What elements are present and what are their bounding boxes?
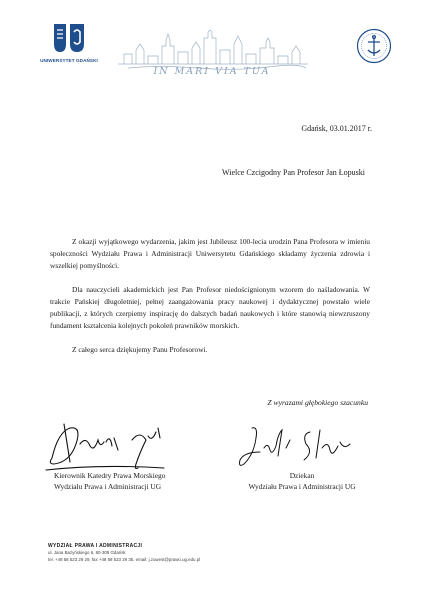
footer-contact: tel. +48 58 523 29 29, fax +48 58 523 29 35, email: j.zuwest@prawo.ug.edu.pl — [48, 557, 201, 562]
signatory-title: Kierownik Katedry Prawa Morskiego — [54, 471, 166, 480]
footer-address: ul. Jana Bażyńskiego 6, 80-309 Gdańsk — [48, 550, 126, 555]
letterhead — [0, 0, 424, 90]
signatory-faculty: Wydziału Prawa i Administracji UG — [54, 482, 162, 491]
city-skyline-icon — [118, 30, 308, 70]
salutation: Wielce Czcigodny Pan Profesor Jan Łopuski — [222, 168, 365, 177]
paragraph: Dla nauczycieli akademickich jest Pan Profesor niedoścignionym wzorem do naśladowania. W trakcie Pańskiej długoletniej, pełnej zaangażowania pracy naukowej i dydaktycznej powstało wiele publikacji, z których czerpiemy inspirację do dalszych badań naukowych i które stanowią niewzruszony fundament kształcenia kolejnych pokoleń prawników morskich. — [50, 285, 370, 330]
letter-body — [50, 236, 370, 368]
closing: Z wyrazami głębokiego szacunku — [267, 398, 368, 407]
signature-label-right — [238, 470, 366, 492]
ug-emblem-icon — [52, 22, 86, 56]
motto: IN MARI VIA TUA — [153, 66, 271, 77]
handwritten-signature-right — [230, 422, 370, 472]
paragraph: Z całego serca dziękujemy Panu Profesorowi. — [72, 345, 208, 354]
signature-label-left — [54, 470, 165, 492]
signatory-title: Dziekan — [289, 471, 315, 480]
faculty-seal-icon — [356, 28, 392, 64]
letter-date: Gdańsk, 03.01.2017 r. — [301, 124, 372, 133]
handwritten-signature-left — [40, 418, 170, 474]
footer — [48, 543, 200, 563]
signatory-faculty: Wydziału Prawa i Administracji UG — [248, 482, 356, 491]
university-name: UNIWERSYTET GDAŃSKI — [40, 58, 98, 63]
university-logo — [30, 22, 108, 63]
paragraph: Z okazji wyjątkowego wydarzenia, jakim jest Jubileusz 100-lecia urodzin Pana Profesora w imieniu społeczności Wydziału Prawa i Administracji Uniwersytetu Gdańskiego składamy życzenia zdrowia i wszelkiej pomyślności. — [50, 237, 370, 270]
footer-department: WYDZIAŁ PRAWA I ADMINISTRACJI — [48, 543, 143, 549]
